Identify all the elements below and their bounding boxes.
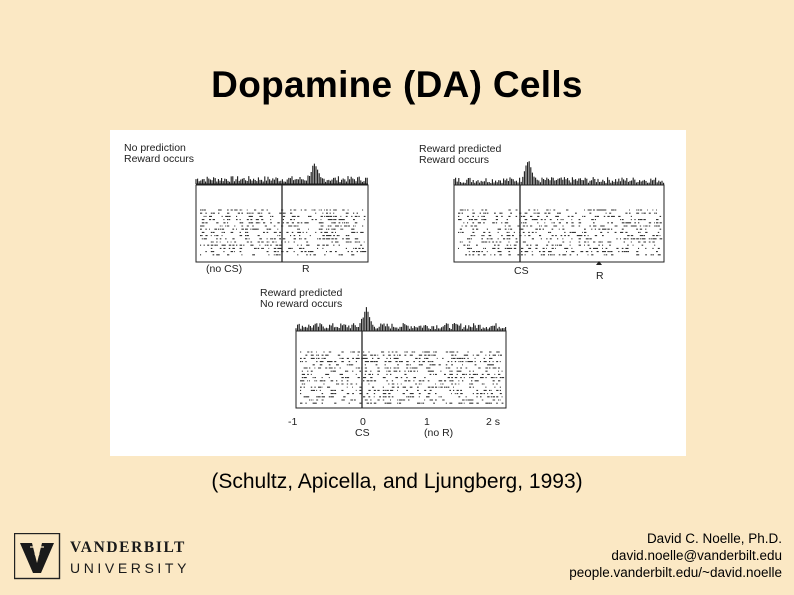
panel-3-histogram (296, 307, 506, 331)
author-website[interactable]: people.vanderbilt.edu/~david.noelle (569, 565, 782, 580)
panel-1-histogram (196, 164, 368, 184)
panel-3-line-1: Reward predicted (260, 287, 343, 299)
panel-2-label-cs: CS (514, 265, 529, 277)
panel-3-tick-2s: 2 s (486, 416, 501, 428)
panel-2-label-r: R (596, 270, 604, 282)
panel-1-line-2: Reward occurs (124, 153, 195, 165)
panel-3-label-nor: (no R) (424, 427, 454, 439)
vanderbilt-logo-svg (14, 533, 198, 581)
panel-3-tick-minus1: -1 (288, 416, 298, 428)
panel-2-line-2: Reward occurs (419, 154, 490, 166)
logo-line-1: VANDERBILT (70, 539, 186, 556)
author-name: David C. Noelle, Ph.D. (646, 531, 782, 546)
panel-2-raster-frame (454, 185, 664, 262)
slide-title: Dopamine (DA) Cells (211, 64, 583, 105)
panel-no-reward (260, 287, 506, 439)
panel-3-raster (300, 352, 504, 403)
panel-reward-predicted (419, 143, 664, 282)
panel-3-line-2: No reward occurs (260, 298, 343, 310)
logo-line-2: UNIVERSITY (70, 560, 191, 576)
panel-2-line-1: Reward predicted (419, 143, 502, 155)
panel-1-line-1: No prediction (124, 142, 186, 154)
panel-1-label-nocs: (no CS) (206, 263, 243, 275)
raster-figure-svg (110, 130, 686, 456)
panel-no-prediction (124, 142, 368, 275)
panel-3-tick-0: 0 (360, 416, 366, 428)
panel-2-raster (458, 210, 662, 255)
figure-caption: (Schultz, Apicella, and Ljungberg, 1993) (211, 470, 583, 493)
raster-figure (110, 130, 686, 456)
author-block (569, 530, 782, 581)
author-email[interactable]: david.noelle@vanderbilt.edu (611, 548, 782, 563)
panel-1-raster (200, 210, 366, 255)
panel-1-label-r: R (302, 263, 310, 275)
panel-3-raster-frame (296, 331, 506, 408)
vanderbilt-logo (14, 533, 198, 581)
panel-3-label-cs: CS (355, 427, 370, 439)
panel-3-tick-1: 1 (424, 416, 430, 428)
